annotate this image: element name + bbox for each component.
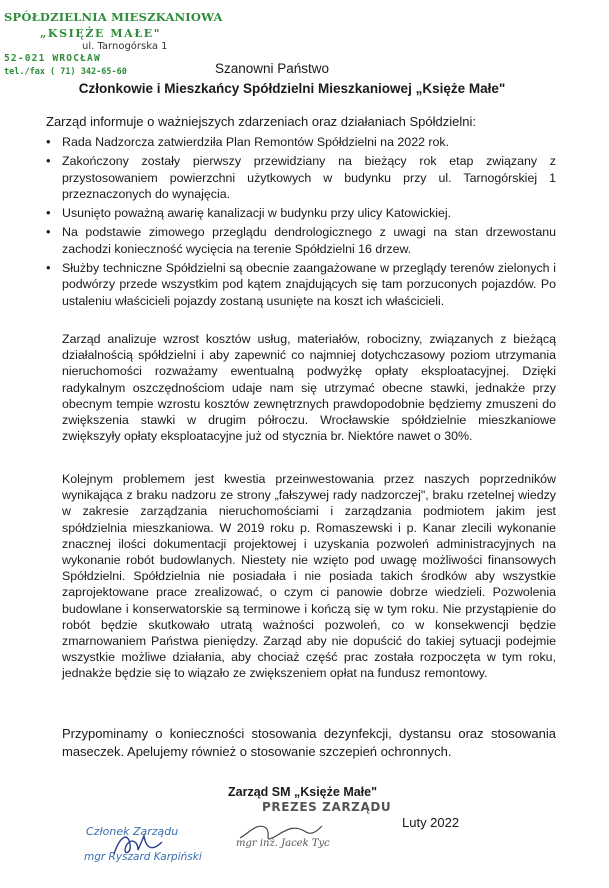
addressees-heading: Członkowie i Mieszkańcy Spółdzielni Mieszkaniowej „Księże Małe" [78, 81, 506, 96]
stamp-street: ul. Tarnogórska 1 [82, 41, 168, 52]
member-stamp-name: mgr Ryszard Karpiński [84, 851, 202, 863]
investment-paragraph: Kolejnym problemem jest kwestia przeinwestowania przez naszych poprzedników wynikająca z braku nadzoru ze strony „fałszywej rady nadzorczej", braku rzetelnej wiedzy w zakresie zarządzania nieruchomościami i zarządzania podmiotem jakim jest spółdzielnia mieszkaniowa. W 2019 roku p. Romaszewski i p. Kanar zlecili wykonanie znacznej ilości dokumentacji projektowej i uzyskania pozwoleń administracyjnych na wykonanie robót budowlanych. Niestety nie wzięto pod uwagę możliwości finansowych Spółdzielni. Spółdzielnia nie posiadała i nie posiada takich środków aby wszystkie zaprojektowane prace zrealizować, o czym ci panowie dobrze wiedzieli. Pozwolenia budowlane i konserwatorskie są terminowe i kończą się w tym roku. Nie przystąpienie do robót będzie skutkowało utratą ważności pozwoleń, co w konsekwencji będzie zmarnowaniem Państwa pieniędzy. Zarząd aby nie dopuścić do takiej sytuacji podejmie wszystkie możliwe działania, aby chociaż część prac została rozpoczęta w tym roku, jednakże będzie się to wiązało ze zwiększeniem opłat na fundusz remontowy. [62, 472, 556, 681]
salutation: Szanowni Państwo [215, 61, 330, 76]
health-reminder-paragraph: Przypominamy o konieczności stosowania dezynfekcji, dystansu oraz stosowania maseczek. Apelujemy również o stosowanie szczepień ochronnych. [62, 726, 556, 759]
stamp-name: SPÓŁDZIELNIA MIESZKANIOWA [4, 10, 223, 24]
intro-text: Zarząd informuje o ważniejszych zdarzeniach oraz działaniach Spółdzielni: [46, 114, 476, 129]
bullet-item: • Służby techniczne Spółdzielni są obecnie zaangażowane w przeglądy terenów zielonych i podwórzy przede wszystkim pod kątem znajdujących się tam porzuconych pojazdów. Po ustaleniu właścicieli pojazdy zostaną usunięte na koszt ich właścicieli. [46, 260, 556, 309]
news-bullet-list [46, 134, 556, 312]
bullet-item: • Zakończony zostały pierwszy przewidziany na bieżący rok etap związany z przystosowaniem powierzchni użytkowych w budynku przy ul. Tarnogórskiej 1 przeznaczonych do wynajęcia. [46, 153, 556, 202]
stamp-city: 52-021 WROCŁAW [4, 53, 101, 64]
stamp-phone: tel./fax ( 71) 342-65-60 [4, 67, 127, 77]
costs-paragraph: Zarząd analizuje wzrost kosztów usług, materiałów, robocizny, związanych z bieżącą działalnością spółdzielni i aby zapewnić co najmniej dotychczasowy poziom utrzymania nieruchomości rozważamy ewentualną podwyżkę opłaty eksploatacyjnej. Dzięki radykalnym oszczędnościom udaje nam się utrzymać obecne stawki, jednakże przy obecnym tempie wzrostu kosztów zewnętrznych prawdopodobnie będziemy zmuszeni do zwiększenia stawki w drugim półroczu. Wrocławskie spółdzielnie mieszkaniowe zwiększyły opłaty eksploatacyjne już od stycznia br. Niektóre nawet o 30%. [62, 332, 556, 444]
bullet-item: • Na podstawie zimowego przeglądu dendrologicznego z uwagi na stan drzewostanu zachodzi konieczność wycięcia na terenie Spółdzielni 16 drzew. [46, 224, 556, 257]
prezes-stamp-title: PREZES ZARZĄDU [262, 800, 392, 814]
member-handwritten-signature [108, 826, 168, 862]
member-stamp-title: Członek Zarządu [86, 825, 179, 838]
prezes-handwritten-signature [236, 814, 326, 850]
bullet-item: • Rada Nadzorcza zatwierdziła Plan Remontów Spółdzielni na 2022 rok. [46, 134, 556, 150]
prezes-stamp-name: mgr inż. Jacek Tyc [236, 838, 330, 849]
bullet-item: • Usunięto poważną awarię kanalizacji w budynku przy ulicy Katowickiej. [46, 205, 556, 221]
board-signature-heading: Zarząd SM „Księże Małe" [228, 785, 378, 799]
stamp-subname: „KSIĘŻE MAŁE" [40, 27, 162, 40]
document-date: Luty 2022 [402, 815, 460, 830]
